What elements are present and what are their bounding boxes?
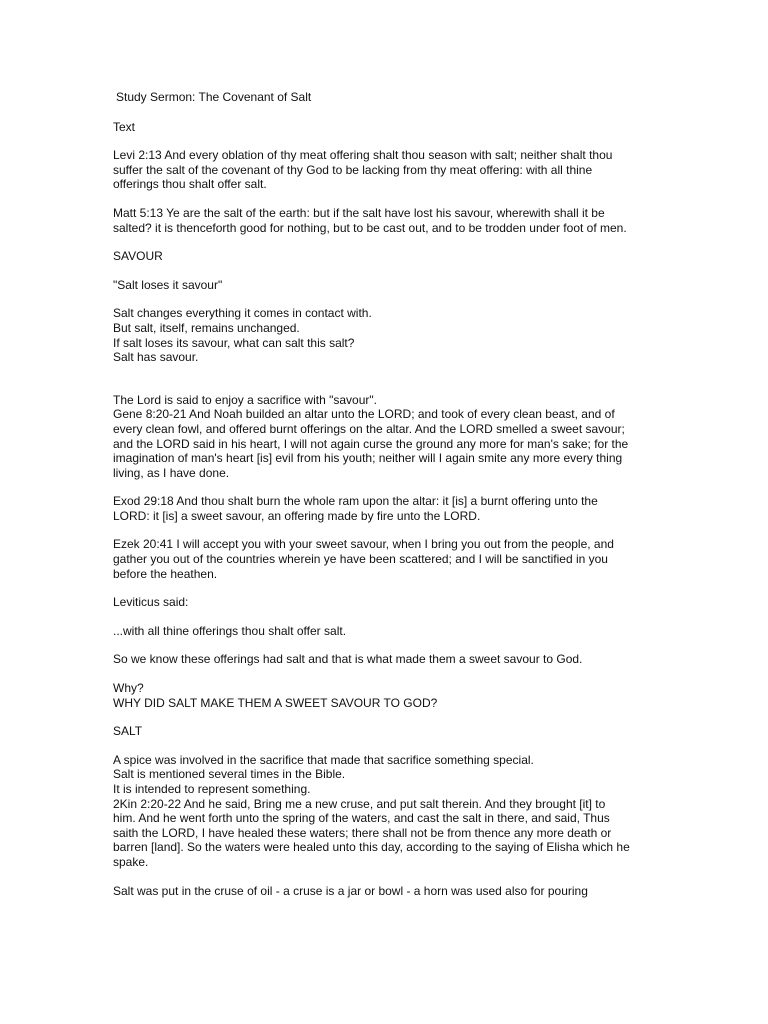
- text-line: Leviticus said:: [113, 595, 189, 610]
- paragraph: [113, 884, 653, 899]
- text-line: Ezek 20:41 I will accept you with your sweet savour, when I bring you out from the people, and: [113, 537, 614, 552]
- paragraph: [113, 206, 653, 235]
- document-title: Study Sermon: The Covenant of Salt: [116, 90, 312, 104]
- text-line: LORD: it [is] a sweet savour, an offering made by fire unto the LORD.: [113, 508, 481, 523]
- text-line: ...with all thine offerings thou shalt offer salt.: [113, 623, 347, 638]
- text-line: It is intended to represent something.: [113, 782, 311, 796]
- paragraph: [113, 724, 653, 739]
- text-line: A spice was involved in the sacrifice that made that sacrifice something special.: [113, 752, 534, 767]
- paragraph: [113, 753, 653, 870]
- paragraph: [113, 652, 653, 667]
- text-line: Matt 5:13 Ye are the salt of the earth: but if the salt have lost his savour, wherewith shall it be: [113, 205, 605, 220]
- paragraph: [113, 537, 653, 581]
- text-line: 2Kin 2:20-22 And he said, Bring me a new cruse, and put salt therein. And they brought [it] to: [113, 796, 606, 811]
- text-line: Salt has savour.: [113, 350, 199, 365]
- text-line: WHY DID SALT MAKE THEM A SWEET SAVOUR TO GOD?: [113, 695, 438, 710]
- text-line: him. And he went forth unto the spring of the waters, and cast the salt in there, and said, Thus: [113, 811, 610, 826]
- paragraph: [113, 595, 653, 610]
- text-line: Gene 8:20-21 And Noah builded an altar unto the LORD; and took of every clean beast, and of: [113, 407, 615, 422]
- text-line: Salt changes everything it comes in contact with.: [113, 306, 372, 321]
- text-line: But salt, itself, remains unchanged.: [113, 320, 300, 335]
- text-line: The Lord is said to enjoy a sacrifice with "savour".: [113, 392, 377, 407]
- text-line: Salt is mentioned several times in the Bible.: [113, 767, 346, 782]
- paragraph: [113, 393, 653, 481]
- text-line: Text: [113, 119, 136, 134]
- text-line: If salt loses its savour, what can salt this salt?: [113, 335, 355, 350]
- document-page: [113, 90, 653, 912]
- text-line: Why?: [113, 681, 144, 696]
- text-line: Levi 2:13 And every oblation of thy meat offering shalt thou season with salt; neither shalt thou: [113, 148, 613, 163]
- paragraph: [113, 306, 653, 364]
- text-line: barren [land]. So the waters were healed unto this day, according to the saying of Elisha which he: [113, 840, 630, 855]
- text-line: So we know these offerings had salt and that is what made them a sweet savour to God.: [113, 652, 583, 667]
- paragraph: [113, 278, 653, 293]
- text-line: suffer the salt of the covenant of thy God to be lacking from thy meat offering: with all thine: [113, 162, 593, 177]
- text-line: every clean fowl, and offered burnt offerings on the altar. And the LORD smelled a sweet savour;: [113, 421, 625, 436]
- document-body: [113, 120, 653, 899]
- paragraph: [113, 148, 653, 192]
- text-line: saith the LORD, I have healed these waters; there shall not be from thence any more death or: [113, 825, 612, 840]
- text-line: gather you out of the countries wherein ye have been scattered; and I will be sanctified in you: [113, 552, 608, 567]
- paragraph: [113, 494, 653, 523]
- paragraph: [113, 624, 653, 639]
- text-line: salted? it is thenceforth good for nothing, but to be cast out, and to be trodden under foot of men.: [113, 220, 627, 235]
- text-line: SAVOUR: [113, 249, 163, 264]
- text-line: Salt was put in the cruse of oil - a cruse is a jar or bowl - a horn was used also for pouring: [113, 883, 588, 898]
- paragraph: [113, 681, 653, 710]
- paragraph: [113, 249, 653, 264]
- paragraph: [113, 120, 653, 135]
- text-line: "Salt loses it savour": [113, 277, 223, 292]
- text-line: before the heathen.: [113, 566, 218, 581]
- text-line: and the LORD said in his heart, I will not again curse the ground any more for man's sake; for the: [113, 436, 629, 451]
- text-line: Exod 29:18 And thou shalt burn the whole ram upon the altar: it [is] a burnt offering unto the: [113, 494, 598, 509]
- text-line: imagination of man's heart [is] evil from his youth; neither will I again smite any more every thing: [113, 451, 623, 466]
- text-line: SALT: [113, 724, 143, 739]
- text-line: spake.: [113, 854, 149, 869]
- text-line: living, as I have done.: [113, 465, 230, 480]
- text-line: offerings thou shalt offer salt.: [113, 177, 267, 192]
